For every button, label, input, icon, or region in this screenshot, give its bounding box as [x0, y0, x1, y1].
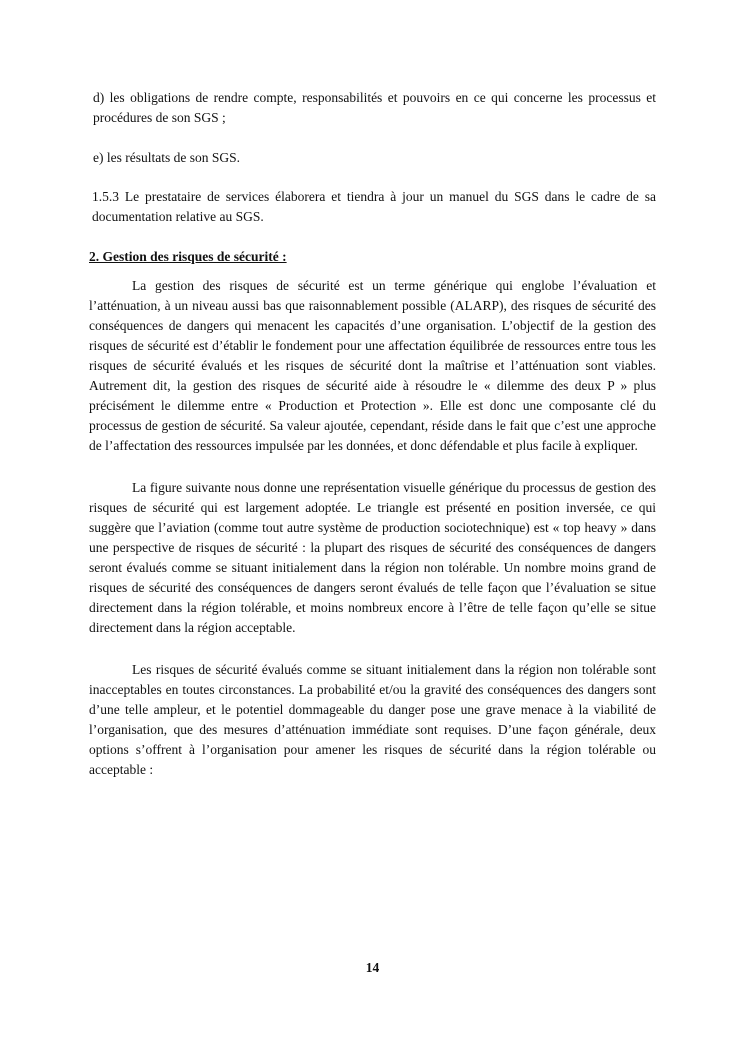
body-paragraph: La gestion des risques de sécurité est un terme générique qui englobe l’évaluation et l’atténuation, à un niveau aussi bas que raisonnablement possible (ALARP), des risques de sécurité des conséquences de dangers qui menacent les capacités d’une organisation. L’objectif de la gestion des risques de sécurité est d’établir le fondement pour une affectation équilibrée de ressources entre tous les risques de sécurité évalués et les risques de sécurité dont la maîtrise et l’atténuation sont viables. Autrement dit, la gestion des risques de sécurité aide à résoudre le « dilemme des deux P » plus précisément le dilemme entre « Production et Protection ». Elle est donc une composante clé du processus de gestion de sécurité. Sa valeur ajoutée, cependant, réside dans le fait que c’est une approche de l’affectation des ressources impulsée par les données, et donc défendable et plus facile à expliquer.: [89, 278, 656, 453]
document-page: [89, 88, 656, 780]
list-item-d: d) les obligations de rendre compte, responsabilités et pouvoirs en ce qui concerne les processus et procédures de son SGS ;: [93, 90, 656, 125]
page-number: 14: [365, 960, 380, 975]
body-paragraph: La figure suivante nous donne une représentation visuelle générique du processus de gestion des risques de sécurité qui est largement adoptée. Le triangle est présenté en position inversée, ce qui suggère que l’aviation (comme tout autre système de production sociotechnique) est « top heavy » dans une perspective de risques de sécurité : la plupart des risques de sécurité des conséquences de dangers seront évalués comme se situant initialement dans la région non tolérable. Un nombre moins grand de risques de sécurité des conséquences de dangers seront évalués de telle façon que l’évaluation se situe directement dans la région tolérable, et moins nombreux encore à l’être de telle façon qu’elle se situe directement dans la région acceptable.: [89, 480, 656, 635]
list-item-e: e) les résultats de son SGS.: [93, 150, 240, 165]
body-paragraph: Les risques de sécurité évalués comme se situant initialement dans la région non tolérable sont inacceptables en toutes circonstances. La probabilité et/ou la gravité des conséquences des dangers sont d’une telle ampleur, et le potentiel dommageable du danger pose une grave menace à la viabilité de l’organisation, que des mesures d’atténuation immédiate sont requises. D’une façon générale, deux options s’offrent à l’organisation pour amener les risques de sécurité dans la région tolérable ou acceptable :: [89, 662, 656, 777]
paragraph-1-5-3: 1.5.3 Le prestataire de services élaborera et tiendra à jour un manuel du SGS dans le cadre de sa documentation relative au SGS.: [92, 189, 656, 224]
section-heading: 2. Gestion des risques de sécurité :: [89, 249, 287, 264]
